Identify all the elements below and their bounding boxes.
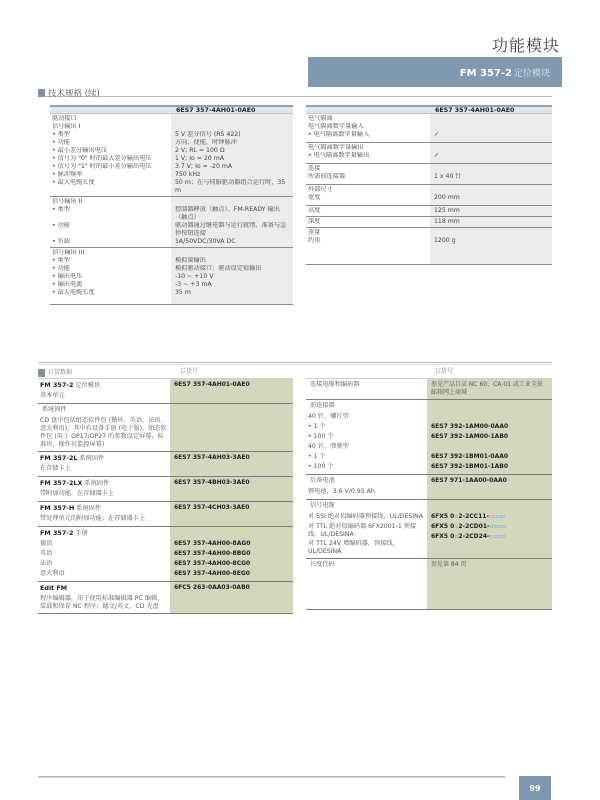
length-placeholder: ▫▫▫▫ xyxy=(488,513,506,520)
order-number xyxy=(174,406,289,416)
sub-item-code xyxy=(431,412,548,422)
spec-values xyxy=(430,217,552,227)
spec-label: • 负载 xyxy=(52,238,70,245)
code-part: 6FX5 0 xyxy=(431,533,455,540)
ordering-body xyxy=(306,379,552,610)
page-number: 99 xyxy=(519,776,551,800)
order-label xyxy=(306,500,427,558)
code-part: 2-2CD01- xyxy=(458,523,490,530)
order-code xyxy=(170,452,293,476)
product-name: Edit FM xyxy=(40,584,68,592)
spec-values xyxy=(430,185,552,205)
spec-values xyxy=(430,143,552,163)
order-item xyxy=(306,475,552,500)
ordering-left-table xyxy=(38,368,293,614)
ordering-header xyxy=(306,368,552,379)
order-label xyxy=(306,400,427,474)
product-name: FM 357-2 xyxy=(40,529,74,537)
code-part: 2-2CD24- xyxy=(458,533,490,540)
code-part: 6FX5 0 xyxy=(431,523,455,530)
order-item xyxy=(38,527,293,582)
order-title xyxy=(308,502,425,512)
spec-value xyxy=(434,229,550,237)
order-number: 6FC5 263-0AA03-0AB0 xyxy=(174,584,250,591)
product-desc: 信号电缆 xyxy=(310,502,335,509)
sub-item-code: 6ES7 392-1AM00-0AA0 xyxy=(431,423,509,430)
sub-item-label: 对 TTL 绝对值编码器 6FX2001-1 预接线，UL/DESINA xyxy=(308,523,417,538)
order-title xyxy=(308,381,425,391)
order-label xyxy=(38,527,170,581)
product-desc: 后备电池 xyxy=(310,477,335,484)
sub-item-code xyxy=(174,416,289,426)
spec-value xyxy=(175,249,291,257)
order-number: 参见第 84 页 xyxy=(431,561,467,568)
length-placeholder: ▫ xyxy=(454,533,459,540)
order-item xyxy=(306,559,552,610)
order-number: 6ES7 357-4CH03-3AE0 xyxy=(174,504,250,511)
order-label xyxy=(38,502,170,526)
footer-rule xyxy=(38,776,505,778)
tech-spec-title: 技术规格 (续) xyxy=(48,89,100,99)
spec-label: 信号输出 III xyxy=(52,249,85,256)
product-desc: 手册 xyxy=(75,530,88,537)
spec-label: 电气隔离数字量输入 xyxy=(308,123,364,130)
spec-labels xyxy=(306,206,430,216)
sub-item-label: • 1 个 xyxy=(308,423,326,430)
spec-value: 模拟驱动接口：驱动设定值输出 xyxy=(175,265,262,272)
product-desc: 系统固件 xyxy=(79,455,105,462)
spec-values xyxy=(430,114,552,142)
sub-item-label: 基本单元 xyxy=(40,392,65,399)
order-number xyxy=(431,502,548,512)
order-label xyxy=(38,582,170,613)
spec-label: 约重 xyxy=(308,237,321,244)
order-code xyxy=(170,582,293,613)
order-title xyxy=(40,381,168,391)
spec-label: • 信号为 "1" 时的最小差分输出电压 xyxy=(52,163,152,170)
spec-label: • 最小差分输出电压 xyxy=(52,147,108,154)
order-title xyxy=(40,584,168,594)
product-name: FM 357-2 xyxy=(40,381,74,389)
spec-label: 重量 xyxy=(308,229,321,236)
spec-label: 驱动接口 xyxy=(52,115,77,122)
spec-group xyxy=(306,185,552,206)
order-no-header: 订货号 xyxy=(180,368,199,375)
length-placeholder: ▫ xyxy=(454,513,459,520)
spec-value: 1 V; Io = 20 mA xyxy=(175,155,225,162)
spec-labels xyxy=(50,248,171,304)
spec-value: 方向，使能，时钟脉冲 xyxy=(175,139,237,146)
spec-labels xyxy=(50,197,171,247)
spec-value: 1200 g xyxy=(434,237,456,244)
spec-value: 1A/50VDC/30VA DC xyxy=(175,238,236,245)
tech-spec-right-table xyxy=(306,105,552,265)
spec-label: 外部尺寸 xyxy=(308,186,333,193)
order-label xyxy=(306,475,427,499)
spec-value xyxy=(434,186,550,194)
spec-label: 信号输出 II xyxy=(52,198,83,205)
spec-labels xyxy=(50,114,171,196)
order-code xyxy=(427,475,552,499)
section-divider xyxy=(38,364,552,365)
spec-label: • 最大电缆长度 xyxy=(52,289,95,296)
spec-label: • 类型 xyxy=(52,206,70,213)
sub-item-label: 对 SSI 绝对值编码器预接线，UL/DESINA xyxy=(308,513,424,520)
order-title xyxy=(308,402,425,412)
spec-value: 125 mm xyxy=(434,207,460,214)
spec-value: 750 kHz xyxy=(175,171,201,178)
spec-labels xyxy=(306,164,430,184)
order-item xyxy=(38,379,293,404)
order-title xyxy=(40,529,168,539)
product-type: 定位模块 xyxy=(513,69,550,79)
spec-labels xyxy=(306,185,430,205)
spec-values xyxy=(171,248,293,304)
spec-label: • 输出电流 xyxy=(52,281,83,288)
sub-item-label: 法语 xyxy=(40,560,53,567)
order-item xyxy=(38,452,293,477)
ordering-title-cell xyxy=(38,368,176,378)
sub-item-label: CD 盘中包括组态软件包 (循环、英语、法语、意大利语)，其中有设备手册 (电子版)，组态软件包 (用于 OP17/OP27 的参数设定屏幕，标准块，操作员监控屏幕) xyxy=(40,417,167,448)
order-item xyxy=(38,502,293,527)
ordering-title: 订货数据 xyxy=(48,369,73,376)
spec-label: • 类型 xyxy=(52,257,70,264)
order-title xyxy=(40,504,168,514)
order-number xyxy=(174,529,289,539)
spec-value xyxy=(175,198,291,206)
spec-label: 宽度 xyxy=(308,194,321,201)
sub-item-code xyxy=(431,442,548,452)
spec-label: 所需前连接器 xyxy=(308,173,346,180)
spec-value: -3 ~ +3 mA xyxy=(175,281,212,288)
spec-value xyxy=(175,123,291,131)
product-desc: 系统固件 xyxy=(84,480,110,487)
order-title xyxy=(40,454,168,464)
product-name: FM 357-H xyxy=(40,504,75,512)
sub-item-code xyxy=(174,391,289,401)
order-title xyxy=(308,477,425,487)
sub-item-label: 意大利语 xyxy=(40,570,65,577)
header-band xyxy=(308,57,562,87)
sub-item-code xyxy=(174,514,289,524)
order-code xyxy=(427,500,552,558)
spec-value: 35 m xyxy=(175,289,191,296)
ordering-header xyxy=(38,368,293,379)
page-title: 功能模块 xyxy=(491,36,560,55)
product-subtitle xyxy=(460,66,550,79)
spec-label: • 输出电压 xyxy=(52,273,83,280)
sub-item-code: 6ES7 357-4AH00-8EG0 xyxy=(174,570,250,577)
sub-item-code: 6ES7 357-4AH00-8BG0 xyxy=(174,550,251,557)
spec-value xyxy=(175,115,291,123)
spec-label: 深度 xyxy=(308,218,321,225)
sub-item-code: 6ES7 392-1AM00-1AB0 xyxy=(431,433,509,440)
spec-label: • 脉冲频率 xyxy=(52,171,83,178)
spec-label: • 类型 xyxy=(52,131,70,138)
spec-label: • 功能 xyxy=(52,139,70,146)
spec-value: 控制器释放（触点）、FM-READY 输出（触点） xyxy=(175,206,280,221)
spec-value xyxy=(434,123,550,131)
spec-value: 驱动器通过继电器与运行就绪、准备与急停按钮连接 xyxy=(175,222,287,237)
sub-item-code: 6ES7 392-1BM01-1AB0 xyxy=(431,463,508,470)
section-divider xyxy=(38,362,552,363)
order-number: 6ES7 357-4AH03-3AE0 xyxy=(174,454,250,461)
spec-group xyxy=(306,114,552,143)
order-item xyxy=(38,582,293,614)
order-item xyxy=(306,379,552,400)
length-placeholder: ▫ xyxy=(454,523,459,530)
order-code xyxy=(427,559,552,609)
ordering-right-table xyxy=(306,368,552,610)
spec-value: 2 V; RL = 100 Ω xyxy=(175,147,225,154)
sub-item-label: 锂电池，3.6 V/0.95 Ah xyxy=(308,488,375,495)
tech-spec-left-table xyxy=(50,105,293,305)
table-header xyxy=(306,105,552,114)
product-desc: 系统固件 xyxy=(42,406,67,413)
order-code xyxy=(170,502,293,526)
sub-item-code xyxy=(174,489,289,499)
column-header-code: 6ES7 357-4AH01-0AE0 xyxy=(435,107,515,114)
spec-group xyxy=(306,217,552,228)
length-placeholder: ▫▫▫▫ xyxy=(489,533,506,540)
product-desc: 连接电缆和编码器 xyxy=(310,381,360,388)
spec-value: 3.7 V; Io = -20 mA xyxy=(175,163,233,170)
order-label xyxy=(38,452,170,476)
section-square-icon xyxy=(38,89,45,97)
spec-labels xyxy=(306,143,430,163)
spec-group xyxy=(50,248,293,305)
order-item xyxy=(306,400,552,475)
order-number: 参见产品目录 NC 60、CA 01 或工业全景邮箱网上商城 xyxy=(431,381,543,396)
order-code xyxy=(427,379,552,399)
product-name: FM 357-2 xyxy=(459,68,512,79)
product-desc: 长度代码 xyxy=(310,561,335,568)
order-label xyxy=(306,559,427,609)
spec-value: -10 ~ +10 V xyxy=(175,273,214,280)
product-desc: 前连接器 xyxy=(310,402,335,409)
code-part: 6FX5 0 xyxy=(431,513,455,520)
spec-label: • 最大电缆长度 xyxy=(52,179,95,186)
order-label xyxy=(38,379,170,403)
spec-value xyxy=(434,115,550,123)
spec-values xyxy=(171,197,293,247)
spec-label: • 信号为 "0" 时的最大差分输出电压 xyxy=(52,155,152,162)
sub-item-code xyxy=(431,532,548,542)
sub-item-label: 带处理单元的附加功能；在存储器卡上 xyxy=(40,515,146,522)
order-code xyxy=(170,404,293,451)
spec-label: • 电气隔离数字量输出 xyxy=(308,152,370,159)
spec-values xyxy=(171,114,293,196)
section-divider xyxy=(38,96,552,97)
section-square-icon xyxy=(38,369,45,377)
sub-item-code xyxy=(431,512,548,522)
order-code xyxy=(170,379,293,403)
spec-value: 50 m；在与伺服驱动器组合运行时，35 m xyxy=(175,179,286,194)
sub-item-code: 6ES7 357-4AH00-8AG0 xyxy=(174,540,251,547)
table-body xyxy=(50,114,293,305)
table-body xyxy=(306,114,552,265)
product-desc: 系统固件 xyxy=(76,505,102,512)
sub-item-code: 6ES7 392-1BM01-0AA0 xyxy=(431,453,509,460)
spec-values xyxy=(430,164,552,184)
order-item xyxy=(38,404,293,452)
spec-value: ✓ xyxy=(434,131,440,138)
spec-label: 连接 xyxy=(308,165,321,172)
spec-label: 信号输出 I xyxy=(52,123,81,130)
spec-group xyxy=(306,228,552,265)
spec-labels xyxy=(306,114,430,142)
spec-value: 200 mm xyxy=(434,194,460,201)
sub-item-label: • 100 个 xyxy=(308,433,334,440)
ordering-title-cell xyxy=(306,368,431,378)
sub-item-code xyxy=(431,487,548,497)
order-title xyxy=(40,479,168,489)
order-title xyxy=(40,406,168,416)
spec-values xyxy=(430,228,552,264)
length-placeholder: ▫▫▫▫ xyxy=(489,523,506,530)
spec-labels xyxy=(306,217,430,227)
order-title xyxy=(308,561,425,571)
product-name: FM 357-2LX xyxy=(40,479,83,487)
product-name: FM 357-2L xyxy=(40,454,78,462)
spec-value xyxy=(434,165,550,173)
sub-item-label: 带附加功能，在存储器卡上 xyxy=(40,490,115,497)
spec-label: 电气隔离 xyxy=(308,115,333,122)
spec-value: 118 mm xyxy=(434,218,460,225)
spec-value: 5 V 差分信号 (RS 422) xyxy=(175,131,241,138)
spec-group xyxy=(306,206,552,217)
spec-label: 电气隔离数字量输出 xyxy=(308,144,364,151)
spec-value: ✓ xyxy=(434,152,440,159)
order-code xyxy=(170,527,293,581)
spec-group xyxy=(50,197,293,248)
spec-label: 高度 xyxy=(308,207,321,214)
order-number: 6ES7 971-1AA00-0AA0 xyxy=(431,477,507,484)
order-number: 6ES7 357-4BH03-3AE0 xyxy=(174,479,250,486)
spec-group xyxy=(306,143,552,164)
product-desc: 定位模块 xyxy=(75,382,101,389)
sub-item-code xyxy=(174,464,289,474)
sub-item-code xyxy=(174,594,289,604)
sub-item-label: 对 TTL 24V 增编码器，预接线，UL/DESINA xyxy=(308,540,399,555)
ordering-body xyxy=(38,379,293,614)
order-item xyxy=(38,477,293,502)
tech-spec-heading xyxy=(38,87,100,99)
spec-label: • 电气隔离数字量输入 xyxy=(308,131,370,138)
code-part: 2-2CC11- xyxy=(458,513,489,520)
spec-label: • 功能 xyxy=(52,222,70,229)
order-label xyxy=(306,379,427,399)
spec-values xyxy=(430,206,552,216)
spec-labels xyxy=(306,228,430,264)
sub-item-label: 程序编辑器，用于使用标准编辑器 PC 编辑、装载和保存 NC 程序；德文/英文，CD 光盘 xyxy=(40,595,164,610)
sub-item-label: 在存储卡上 xyxy=(40,465,71,472)
sub-item-label: 英语 xyxy=(40,550,53,557)
order-code xyxy=(427,400,552,474)
spec-value xyxy=(434,144,550,152)
order-label xyxy=(38,404,170,451)
table-header xyxy=(50,105,293,114)
spec-value: 模拟量输出 xyxy=(175,257,206,264)
order-code xyxy=(170,477,293,501)
spec-group xyxy=(306,164,552,185)
sub-item-label: • 100 个 xyxy=(308,463,334,470)
sub-item-label: 40 针，螺钉型 xyxy=(308,413,349,420)
spec-value: 1 x 40 针 xyxy=(434,173,462,180)
spec-group xyxy=(50,114,293,197)
order-number: 6ES7 357-4AH01-0AE0 xyxy=(174,381,250,388)
sub-item-code: 6ES7 357-4AH00-8CG0 xyxy=(174,560,251,567)
sub-item-label: 德语 xyxy=(40,540,53,547)
spec-label: • 功能 xyxy=(52,265,70,272)
order-item xyxy=(306,500,552,559)
order-no-header: 订货号 xyxy=(435,368,454,375)
sub-item-label: • 1 个 xyxy=(308,453,326,460)
sub-item-code xyxy=(431,522,548,532)
column-header-code: 6ES7 357-4AH01-0AE0 xyxy=(176,107,256,114)
order-label xyxy=(38,477,170,501)
sub-item-label: 40 针，弹簧型 xyxy=(308,443,349,450)
order-number xyxy=(431,402,548,412)
